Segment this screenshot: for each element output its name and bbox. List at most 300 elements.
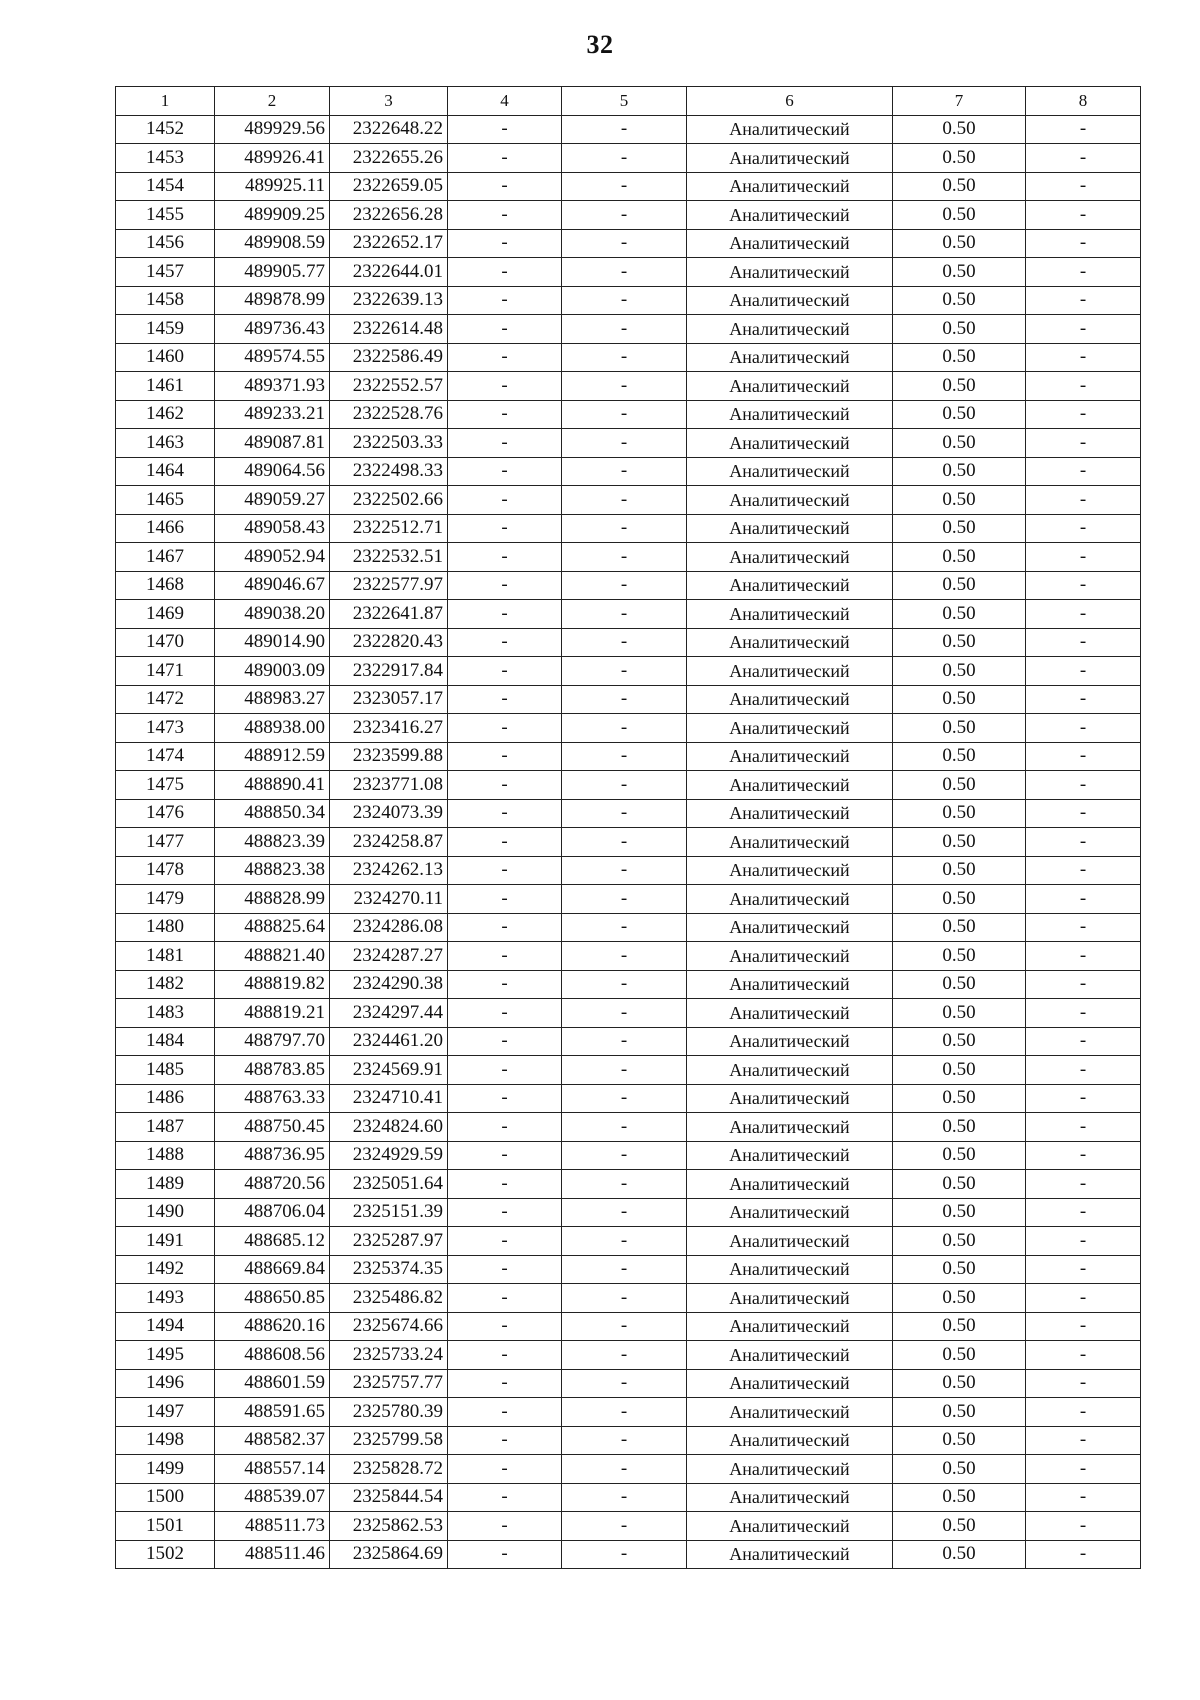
y-coordinate-cell: 2324461.20 <box>330 1027 448 1056</box>
method-cell: Аналитический <box>687 856 893 885</box>
table-row <box>116 201 1141 230</box>
point-number-cell: 1487 <box>116 1113 215 1142</box>
column-4-cell: - <box>448 457 562 486</box>
method-cell: Аналитический <box>687 315 893 344</box>
column-4-cell: - <box>448 1255 562 1284</box>
column-8-cell: - <box>1026 685 1141 714</box>
x-coordinate-cell: 489052.94 <box>215 543 330 572</box>
point-number-cell: 1466 <box>116 514 215 543</box>
x-coordinate-cell: 489059.27 <box>215 486 330 515</box>
accuracy-cell: 0.50 <box>893 1512 1026 1541</box>
column-4-cell: - <box>448 1198 562 1227</box>
column-5-cell: - <box>562 742 687 771</box>
point-number-cell: 1502 <box>116 1540 215 1569</box>
column-4-cell: - <box>448 201 562 230</box>
column-4-cell: - <box>448 400 562 429</box>
column-8-cell: - <box>1026 1341 1141 1370</box>
table-row <box>116 1056 1141 1085</box>
accuracy-cell: 0.50 <box>893 1341 1026 1370</box>
table-row <box>116 1512 1141 1541</box>
y-coordinate-cell: 2322659.05 <box>330 172 448 201</box>
table-row <box>116 486 1141 515</box>
x-coordinate-cell: 488825.64 <box>215 913 330 942</box>
column-5-cell: - <box>562 799 687 828</box>
column-8-cell: - <box>1026 1113 1141 1142</box>
y-coordinate-cell: 2325757.77 <box>330 1369 448 1398</box>
x-coordinate-cell: 488591.65 <box>215 1398 330 1427</box>
method-cell: Аналитический <box>687 1455 893 1484</box>
method-cell: Аналитический <box>687 885 893 914</box>
table-row <box>116 1084 1141 1113</box>
accuracy-cell: 0.50 <box>893 1540 1026 1569</box>
column-5-cell: - <box>562 400 687 429</box>
point-number-cell: 1459 <box>116 315 215 344</box>
column-8-cell: - <box>1026 486 1141 515</box>
column-5-cell: - <box>562 714 687 743</box>
x-coordinate-cell: 488608.56 <box>215 1341 330 1370</box>
column-4-cell: - <box>448 828 562 857</box>
column-4-cell: - <box>448 885 562 914</box>
column-5-cell: - <box>562 1483 687 1512</box>
x-coordinate-cell: 488706.04 <box>215 1198 330 1227</box>
point-number-cell: 1474 <box>116 742 215 771</box>
y-coordinate-cell: 2324287.27 <box>330 942 448 971</box>
point-number-cell: 1478 <box>116 856 215 885</box>
table-row <box>116 1255 1141 1284</box>
point-number-cell: 1456 <box>116 229 215 258</box>
column-5-cell: - <box>562 1227 687 1256</box>
y-coordinate-cell: 2325828.72 <box>330 1455 448 1484</box>
accuracy-cell: 0.50 <box>893 286 1026 315</box>
column-5-cell: - <box>562 1198 687 1227</box>
column-5-cell: - <box>562 1540 687 1569</box>
column-8-cell: - <box>1026 1170 1141 1199</box>
accuracy-cell: 0.50 <box>893 1198 1026 1227</box>
column-8-cell: - <box>1026 913 1141 942</box>
column-5-cell: - <box>562 1512 687 1541</box>
accuracy-cell: 0.50 <box>893 457 1026 486</box>
method-cell: Аналитический <box>687 1056 893 1085</box>
x-coordinate-cell: 489878.99 <box>215 286 330 315</box>
point-number-cell: 1494 <box>116 1312 215 1341</box>
point-number-cell: 1453 <box>116 144 215 173</box>
column-8-cell: - <box>1026 1512 1141 1541</box>
column-8-cell: - <box>1026 942 1141 971</box>
x-coordinate-cell: 488763.33 <box>215 1084 330 1113</box>
column-8-cell: - <box>1026 1198 1141 1227</box>
table-row <box>116 429 1141 458</box>
header-cell: 2 <box>215 87 330 116</box>
x-coordinate-cell: 489909.25 <box>215 201 330 230</box>
accuracy-cell: 0.50 <box>893 1255 1026 1284</box>
column-8-cell: - <box>1026 343 1141 372</box>
y-coordinate-cell: 2323771.08 <box>330 771 448 800</box>
point-number-cell: 1475 <box>116 771 215 800</box>
accuracy-cell: 0.50 <box>893 115 1026 144</box>
column-8-cell: - <box>1026 1312 1141 1341</box>
table-row <box>116 828 1141 857</box>
method-cell: Аналитический <box>687 486 893 515</box>
method-cell: Аналитический <box>687 913 893 942</box>
column-4-cell: - <box>448 657 562 686</box>
accuracy-cell: 0.50 <box>893 742 1026 771</box>
column-4-cell: - <box>448 486 562 515</box>
y-coordinate-cell: 2324073.39 <box>330 799 448 828</box>
column-4-cell: - <box>448 571 562 600</box>
column-5-cell: - <box>562 1455 687 1484</box>
point-number-cell: 1492 <box>116 1255 215 1284</box>
column-4-cell: - <box>448 999 562 1028</box>
method-cell: Аналитический <box>687 543 893 572</box>
table-row <box>116 258 1141 287</box>
method-cell: Аналитический <box>687 1398 893 1427</box>
column-4-cell: - <box>448 229 562 258</box>
y-coordinate-cell: 2325674.66 <box>330 1312 448 1341</box>
column-5-cell: - <box>562 856 687 885</box>
column-8-cell: - <box>1026 885 1141 914</box>
column-5-cell: - <box>562 913 687 942</box>
accuracy-cell: 0.50 <box>893 172 1026 201</box>
column-5-cell: - <box>562 172 687 201</box>
column-4-cell: - <box>448 1398 562 1427</box>
column-5-cell: - <box>562 372 687 401</box>
column-4-cell: - <box>448 1056 562 1085</box>
table-row <box>116 400 1141 429</box>
point-number-cell: 1490 <box>116 1198 215 1227</box>
column-5-cell: - <box>562 486 687 515</box>
method-cell: Аналитический <box>687 229 893 258</box>
accuracy-cell: 0.50 <box>893 514 1026 543</box>
point-number-cell: 1465 <box>116 486 215 515</box>
y-coordinate-cell: 2324824.60 <box>330 1113 448 1142</box>
column-5-cell: - <box>562 1426 687 1455</box>
table-row <box>116 372 1141 401</box>
column-4-cell: - <box>448 1284 562 1313</box>
column-5-cell: - <box>562 999 687 1028</box>
point-number-cell: 1485 <box>116 1056 215 1085</box>
method-cell: Аналитический <box>687 1369 893 1398</box>
column-4-cell: - <box>448 1341 562 1370</box>
column-5-cell: - <box>562 1398 687 1427</box>
point-number-cell: 1471 <box>116 657 215 686</box>
column-8-cell: - <box>1026 258 1141 287</box>
column-4-cell: - <box>448 942 562 971</box>
accuracy-cell: 0.50 <box>893 600 1026 629</box>
method-cell: Аналитический <box>687 999 893 1028</box>
table-row <box>116 1312 1141 1341</box>
x-coordinate-cell: 489003.09 <box>215 657 330 686</box>
point-number-cell: 1500 <box>116 1483 215 1512</box>
y-coordinate-cell: 2322641.87 <box>330 600 448 629</box>
table-row <box>116 1113 1141 1142</box>
x-coordinate-cell: 489908.59 <box>215 229 330 258</box>
column-4-cell: - <box>448 144 562 173</box>
y-coordinate-cell: 2322528.76 <box>330 400 448 429</box>
table-row <box>116 172 1141 201</box>
column-8-cell: - <box>1026 400 1141 429</box>
x-coordinate-cell: 489736.43 <box>215 315 330 344</box>
method-cell: Аналитический <box>687 115 893 144</box>
method-cell: Аналитический <box>687 1227 893 1256</box>
method-cell: Аналитический <box>687 514 893 543</box>
y-coordinate-cell: 2325733.24 <box>330 1341 448 1370</box>
column-4-cell: - <box>448 1141 562 1170</box>
column-4-cell: - <box>448 856 562 885</box>
point-number-cell: 1457 <box>116 258 215 287</box>
y-coordinate-cell: 2322656.28 <box>330 201 448 230</box>
column-5-cell: - <box>562 286 687 315</box>
column-5-cell: - <box>562 942 687 971</box>
table-row <box>116 1198 1141 1227</box>
table-row <box>116 742 1141 771</box>
point-number-cell: 1458 <box>116 286 215 315</box>
header-cell: 8 <box>1026 87 1141 116</box>
column-8-cell: - <box>1026 1027 1141 1056</box>
method-cell: Аналитический <box>687 685 893 714</box>
column-8-cell: - <box>1026 970 1141 999</box>
column-8-cell: - <box>1026 229 1141 258</box>
y-coordinate-cell: 2322502.66 <box>330 486 448 515</box>
accuracy-cell: 0.50 <box>893 657 1026 686</box>
method-cell: Аналитический <box>687 258 893 287</box>
table-row <box>116 1284 1141 1313</box>
accuracy-cell: 0.50 <box>893 571 1026 600</box>
table-row <box>116 628 1141 657</box>
accuracy-cell: 0.50 <box>893 685 1026 714</box>
method-cell: Аналитический <box>687 657 893 686</box>
y-coordinate-cell: 2325862.53 <box>330 1512 448 1541</box>
column-8-cell: - <box>1026 1141 1141 1170</box>
accuracy-cell: 0.50 <box>893 828 1026 857</box>
table-header <box>116 87 1141 116</box>
column-8-cell: - <box>1026 856 1141 885</box>
accuracy-cell: 0.50 <box>893 1426 1026 1455</box>
method-cell: Аналитический <box>687 1284 893 1313</box>
point-number-cell: 1479 <box>116 885 215 914</box>
y-coordinate-cell: 2324710.41 <box>330 1084 448 1113</box>
coordinates-table <box>115 86 1141 1569</box>
accuracy-cell: 0.50 <box>893 1170 1026 1199</box>
x-coordinate-cell: 489925.11 <box>215 172 330 201</box>
column-5-cell: - <box>562 828 687 857</box>
column-5-cell: - <box>562 201 687 230</box>
point-number-cell: 1493 <box>116 1284 215 1313</box>
point-number-cell: 1498 <box>116 1426 215 1455</box>
x-coordinate-cell: 488582.37 <box>215 1426 330 1455</box>
column-8-cell: - <box>1026 457 1141 486</box>
point-number-cell: 1486 <box>116 1084 215 1113</box>
y-coordinate-cell: 2322503.33 <box>330 429 448 458</box>
column-4-cell: - <box>448 1455 562 1484</box>
column-4-cell: - <box>448 429 562 458</box>
accuracy-cell: 0.50 <box>893 429 1026 458</box>
column-8-cell: - <box>1026 657 1141 686</box>
accuracy-cell: 0.50 <box>893 1056 1026 1085</box>
method-cell: Аналитический <box>687 1027 893 1056</box>
point-number-cell: 1463 <box>116 429 215 458</box>
table-row <box>116 1227 1141 1256</box>
table-row <box>116 1483 1141 1512</box>
column-4-cell: - <box>448 600 562 629</box>
y-coordinate-cell: 2325844.54 <box>330 1483 448 1512</box>
header-cell: 7 <box>893 87 1026 116</box>
point-number-cell: 1462 <box>116 400 215 429</box>
y-coordinate-cell: 2324262.13 <box>330 856 448 885</box>
column-5-cell: - <box>562 115 687 144</box>
column-4-cell: - <box>448 372 562 401</box>
point-number-cell: 1476 <box>116 799 215 828</box>
column-4-cell: - <box>448 799 562 828</box>
accuracy-cell: 0.50 <box>893 885 1026 914</box>
point-number-cell: 1499 <box>116 1455 215 1484</box>
table-row <box>116 315 1141 344</box>
accuracy-cell: 0.50 <box>893 229 1026 258</box>
point-number-cell: 1495 <box>116 1341 215 1370</box>
table-row <box>116 1455 1141 1484</box>
x-coordinate-cell: 488669.84 <box>215 1255 330 1284</box>
column-8-cell: - <box>1026 1426 1141 1455</box>
method-cell: Аналитический <box>687 1255 893 1284</box>
method-cell: Аналитический <box>687 1113 893 1142</box>
column-4-cell: - <box>448 315 562 344</box>
y-coordinate-cell: 2324569.91 <box>330 1056 448 1085</box>
method-cell: Аналитический <box>687 1540 893 1569</box>
table-row <box>116 600 1141 629</box>
column-5-cell: - <box>562 1170 687 1199</box>
method-cell: Аналитический <box>687 571 893 600</box>
table-row <box>116 970 1141 999</box>
point-number-cell: 1481 <box>116 942 215 971</box>
column-4-cell: - <box>448 742 562 771</box>
column-8-cell: - <box>1026 799 1141 828</box>
column-5-cell: - <box>562 1027 687 1056</box>
table-row <box>116 1369 1141 1398</box>
method-cell: Аналитический <box>687 343 893 372</box>
y-coordinate-cell: 2322614.48 <box>330 315 448 344</box>
x-coordinate-cell: 488783.85 <box>215 1056 330 1085</box>
header-cell: 3 <box>330 87 448 116</box>
table-row <box>116 885 1141 914</box>
column-5-cell: - <box>562 1113 687 1142</box>
column-8-cell: - <box>1026 286 1141 315</box>
method-cell: Аналитический <box>687 1198 893 1227</box>
column-4-cell: - <box>448 771 562 800</box>
accuracy-cell: 0.50 <box>893 258 1026 287</box>
column-8-cell: - <box>1026 1369 1141 1398</box>
header-cell: 6 <box>687 87 893 116</box>
table-row <box>116 942 1141 971</box>
accuracy-cell: 0.50 <box>893 1284 1026 1313</box>
y-coordinate-cell: 2322552.57 <box>330 372 448 401</box>
column-8-cell: - <box>1026 1056 1141 1085</box>
column-8-cell: - <box>1026 771 1141 800</box>
column-8-cell: - <box>1026 1398 1141 1427</box>
table-row <box>116 1398 1141 1427</box>
x-coordinate-cell: 489087.81 <box>215 429 330 458</box>
y-coordinate-cell: 2322644.01 <box>330 258 448 287</box>
point-number-cell: 1464 <box>116 457 215 486</box>
column-8-cell: - <box>1026 201 1141 230</box>
column-5-cell: - <box>562 315 687 344</box>
header-row <box>116 87 1141 116</box>
column-8-cell: - <box>1026 543 1141 572</box>
column-8-cell: - <box>1026 714 1141 743</box>
y-coordinate-cell: 2323416.27 <box>330 714 448 743</box>
point-number-cell: 1472 <box>116 685 215 714</box>
x-coordinate-cell: 488828.99 <box>215 885 330 914</box>
y-coordinate-cell: 2325287.97 <box>330 1227 448 1256</box>
point-number-cell: 1461 <box>116 372 215 401</box>
column-4-cell: - <box>448 1312 562 1341</box>
column-8-cell: - <box>1026 1540 1141 1569</box>
column-4-cell: - <box>448 1227 562 1256</box>
table-row <box>116 457 1141 486</box>
column-4-cell: - <box>448 343 562 372</box>
column-8-cell: - <box>1026 1483 1141 1512</box>
column-4-cell: - <box>448 543 562 572</box>
x-coordinate-cell: 488539.07 <box>215 1483 330 1512</box>
x-coordinate-cell: 489064.56 <box>215 457 330 486</box>
column-8-cell: - <box>1026 999 1141 1028</box>
y-coordinate-cell: 2322577.97 <box>330 571 448 600</box>
x-coordinate-cell: 488750.45 <box>215 1113 330 1142</box>
column-5-cell: - <box>562 685 687 714</box>
y-coordinate-cell: 2322648.22 <box>330 115 448 144</box>
accuracy-cell: 0.50 <box>893 486 1026 515</box>
point-number-cell: 1468 <box>116 571 215 600</box>
accuracy-cell: 0.50 <box>893 201 1026 230</box>
table-row <box>116 771 1141 800</box>
accuracy-cell: 0.50 <box>893 856 1026 885</box>
table-row <box>116 144 1141 173</box>
y-coordinate-cell: 2322498.33 <box>330 457 448 486</box>
x-coordinate-cell: 488823.39 <box>215 828 330 857</box>
table-row <box>116 543 1141 572</box>
method-cell: Аналитический <box>687 400 893 429</box>
column-5-cell: - <box>562 258 687 287</box>
column-4-cell: - <box>448 1483 562 1512</box>
column-4-cell: - <box>448 1540 562 1569</box>
column-5-cell: - <box>562 885 687 914</box>
table-row <box>116 1027 1141 1056</box>
accuracy-cell: 0.50 <box>893 942 1026 971</box>
accuracy-cell: 0.50 <box>893 1141 1026 1170</box>
point-number-cell: 1501 <box>116 1512 215 1541</box>
column-4-cell: - <box>448 1170 562 1199</box>
column-5-cell: - <box>562 628 687 657</box>
accuracy-cell: 0.50 <box>893 628 1026 657</box>
method-cell: Аналитический <box>687 714 893 743</box>
column-5-cell: - <box>562 771 687 800</box>
point-number-cell: 1488 <box>116 1141 215 1170</box>
point-number-cell: 1473 <box>116 714 215 743</box>
header-cell: 5 <box>562 87 687 116</box>
method-cell: Аналитический <box>687 1483 893 1512</box>
accuracy-cell: 0.50 <box>893 400 1026 429</box>
accuracy-cell: 0.50 <box>893 543 1026 572</box>
column-5-cell: - <box>562 970 687 999</box>
table-row <box>116 115 1141 144</box>
column-4-cell: - <box>448 258 562 287</box>
accuracy-cell: 0.50 <box>893 1483 1026 1512</box>
column-5-cell: - <box>562 600 687 629</box>
column-8-cell: - <box>1026 115 1141 144</box>
column-5-cell: - <box>562 657 687 686</box>
column-8-cell: - <box>1026 742 1141 771</box>
column-8-cell: - <box>1026 571 1141 600</box>
method-cell: Аналитический <box>687 1341 893 1370</box>
column-8-cell: - <box>1026 144 1141 173</box>
